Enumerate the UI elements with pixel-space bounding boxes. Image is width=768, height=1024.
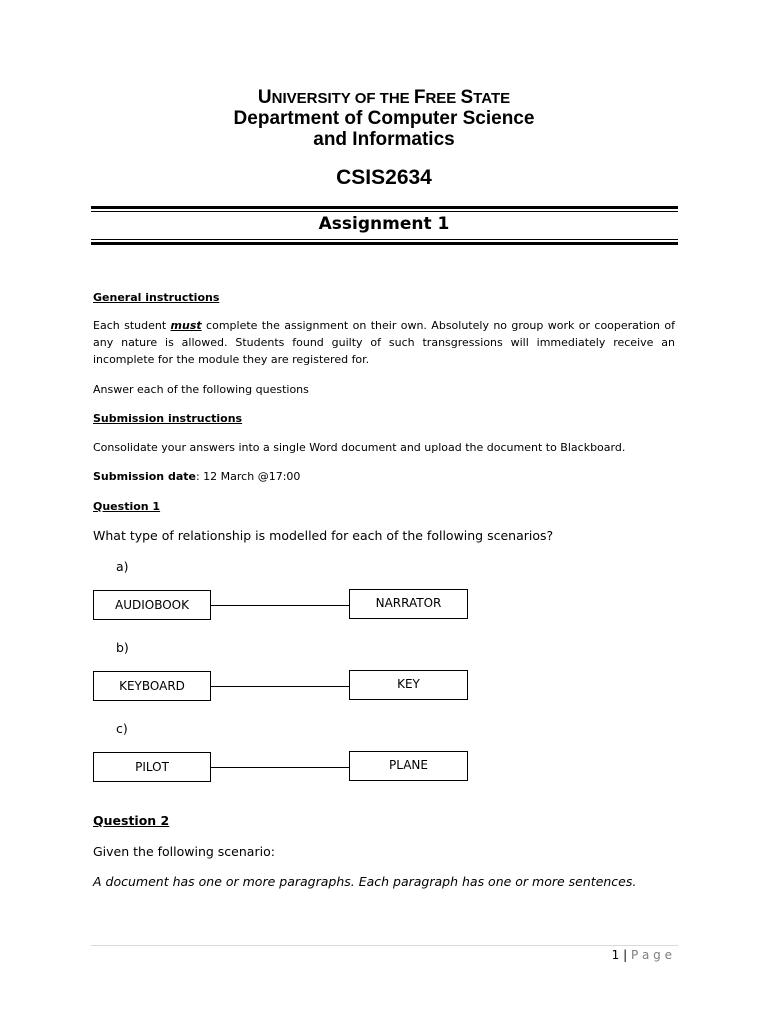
- university-initial-s: S: [460, 87, 474, 108]
- answer-instruction: Answer each of the following questions: [93, 383, 309, 396]
- relationship-line-b: [211, 686, 349, 687]
- scenario-b-label: b): [116, 640, 129, 655]
- submission-instructions-text: Consolidate your answers into a single Word document and upload the document to Blackboard.: [93, 441, 626, 454]
- university-name: [0, 87, 768, 109]
- general-instructions-paragraph: [93, 317, 675, 368]
- page-footer: [612, 948, 672, 962]
- entity-box-pilot: PILOT: [93, 752, 211, 782]
- bottom-rule-thick: [91, 242, 678, 245]
- question-2-scenario: A document has one or more paragraphs. Each paragraph has one or more sentences.: [93, 874, 637, 889]
- general-para-start: Each student: [93, 319, 171, 332]
- question-1-heading: Question 1: [93, 500, 161, 513]
- entity-box-audiobook: AUDIOBOOK: [93, 590, 211, 620]
- question-1-prompt: What type of relationship is modelled for each of the following scenarios?: [93, 528, 554, 543]
- page-number: 1: [611, 948, 620, 962]
- university-part-2: REE: [425, 90, 461, 107]
- university-initial-u: U: [257, 87, 272, 108]
- university-part-3: TATE: [473, 90, 511, 107]
- course-code: CSIS2634: [336, 166, 432, 189]
- general-instructions-heading: General instructions: [93, 291, 220, 304]
- general-para-emphasis: must: [170, 319, 202, 332]
- university-initial-f: F: [413, 87, 426, 108]
- department-line-1: Department of Computer Science: [233, 108, 535, 129]
- bottom-rule-thin: [91, 239, 678, 240]
- assignment-title: Assignment 1: [318, 214, 450, 234]
- entity-box-keyboard: KEYBOARD: [93, 671, 211, 701]
- top-rule-thin: [91, 211, 678, 212]
- submission-instructions-heading: Submission instructions: [93, 412, 243, 425]
- general-para-end: complete the assignment on their own. Absolutely no group work or cooperation of any nature is allowed. Students found guilty of such transgressions will immediately receive an incomplete for the module they are registered for.: [93, 319, 675, 366]
- university-part-1: NIVERSITY OF THE: [271, 90, 414, 107]
- page-separator: |: [619, 948, 631, 962]
- entity-box-plane: PLANE: [349, 751, 468, 781]
- entity-box-key: KEY: [349, 670, 468, 700]
- department-line-2: and Informatics: [313, 129, 455, 150]
- relationship-line-a: [211, 605, 349, 606]
- footer-rule: [91, 945, 678, 946]
- relationship-line-c: [211, 767, 349, 768]
- question-2-prompt: Given the following scenario:: [93, 844, 275, 859]
- entity-box-narrator: NARRATOR: [349, 589, 468, 619]
- question-2-heading: Question 2: [93, 813, 170, 828]
- top-rule-thick: [91, 206, 678, 209]
- page-label: P a g e: [630, 948, 672, 962]
- scenario-c-label: c): [116, 721, 128, 736]
- submission-date-value: : 12 March @17:00: [195, 470, 301, 483]
- scenario-a-label: a): [116, 559, 129, 574]
- submission-date: [93, 468, 675, 485]
- submission-date-label: Submission date: [93, 470, 196, 483]
